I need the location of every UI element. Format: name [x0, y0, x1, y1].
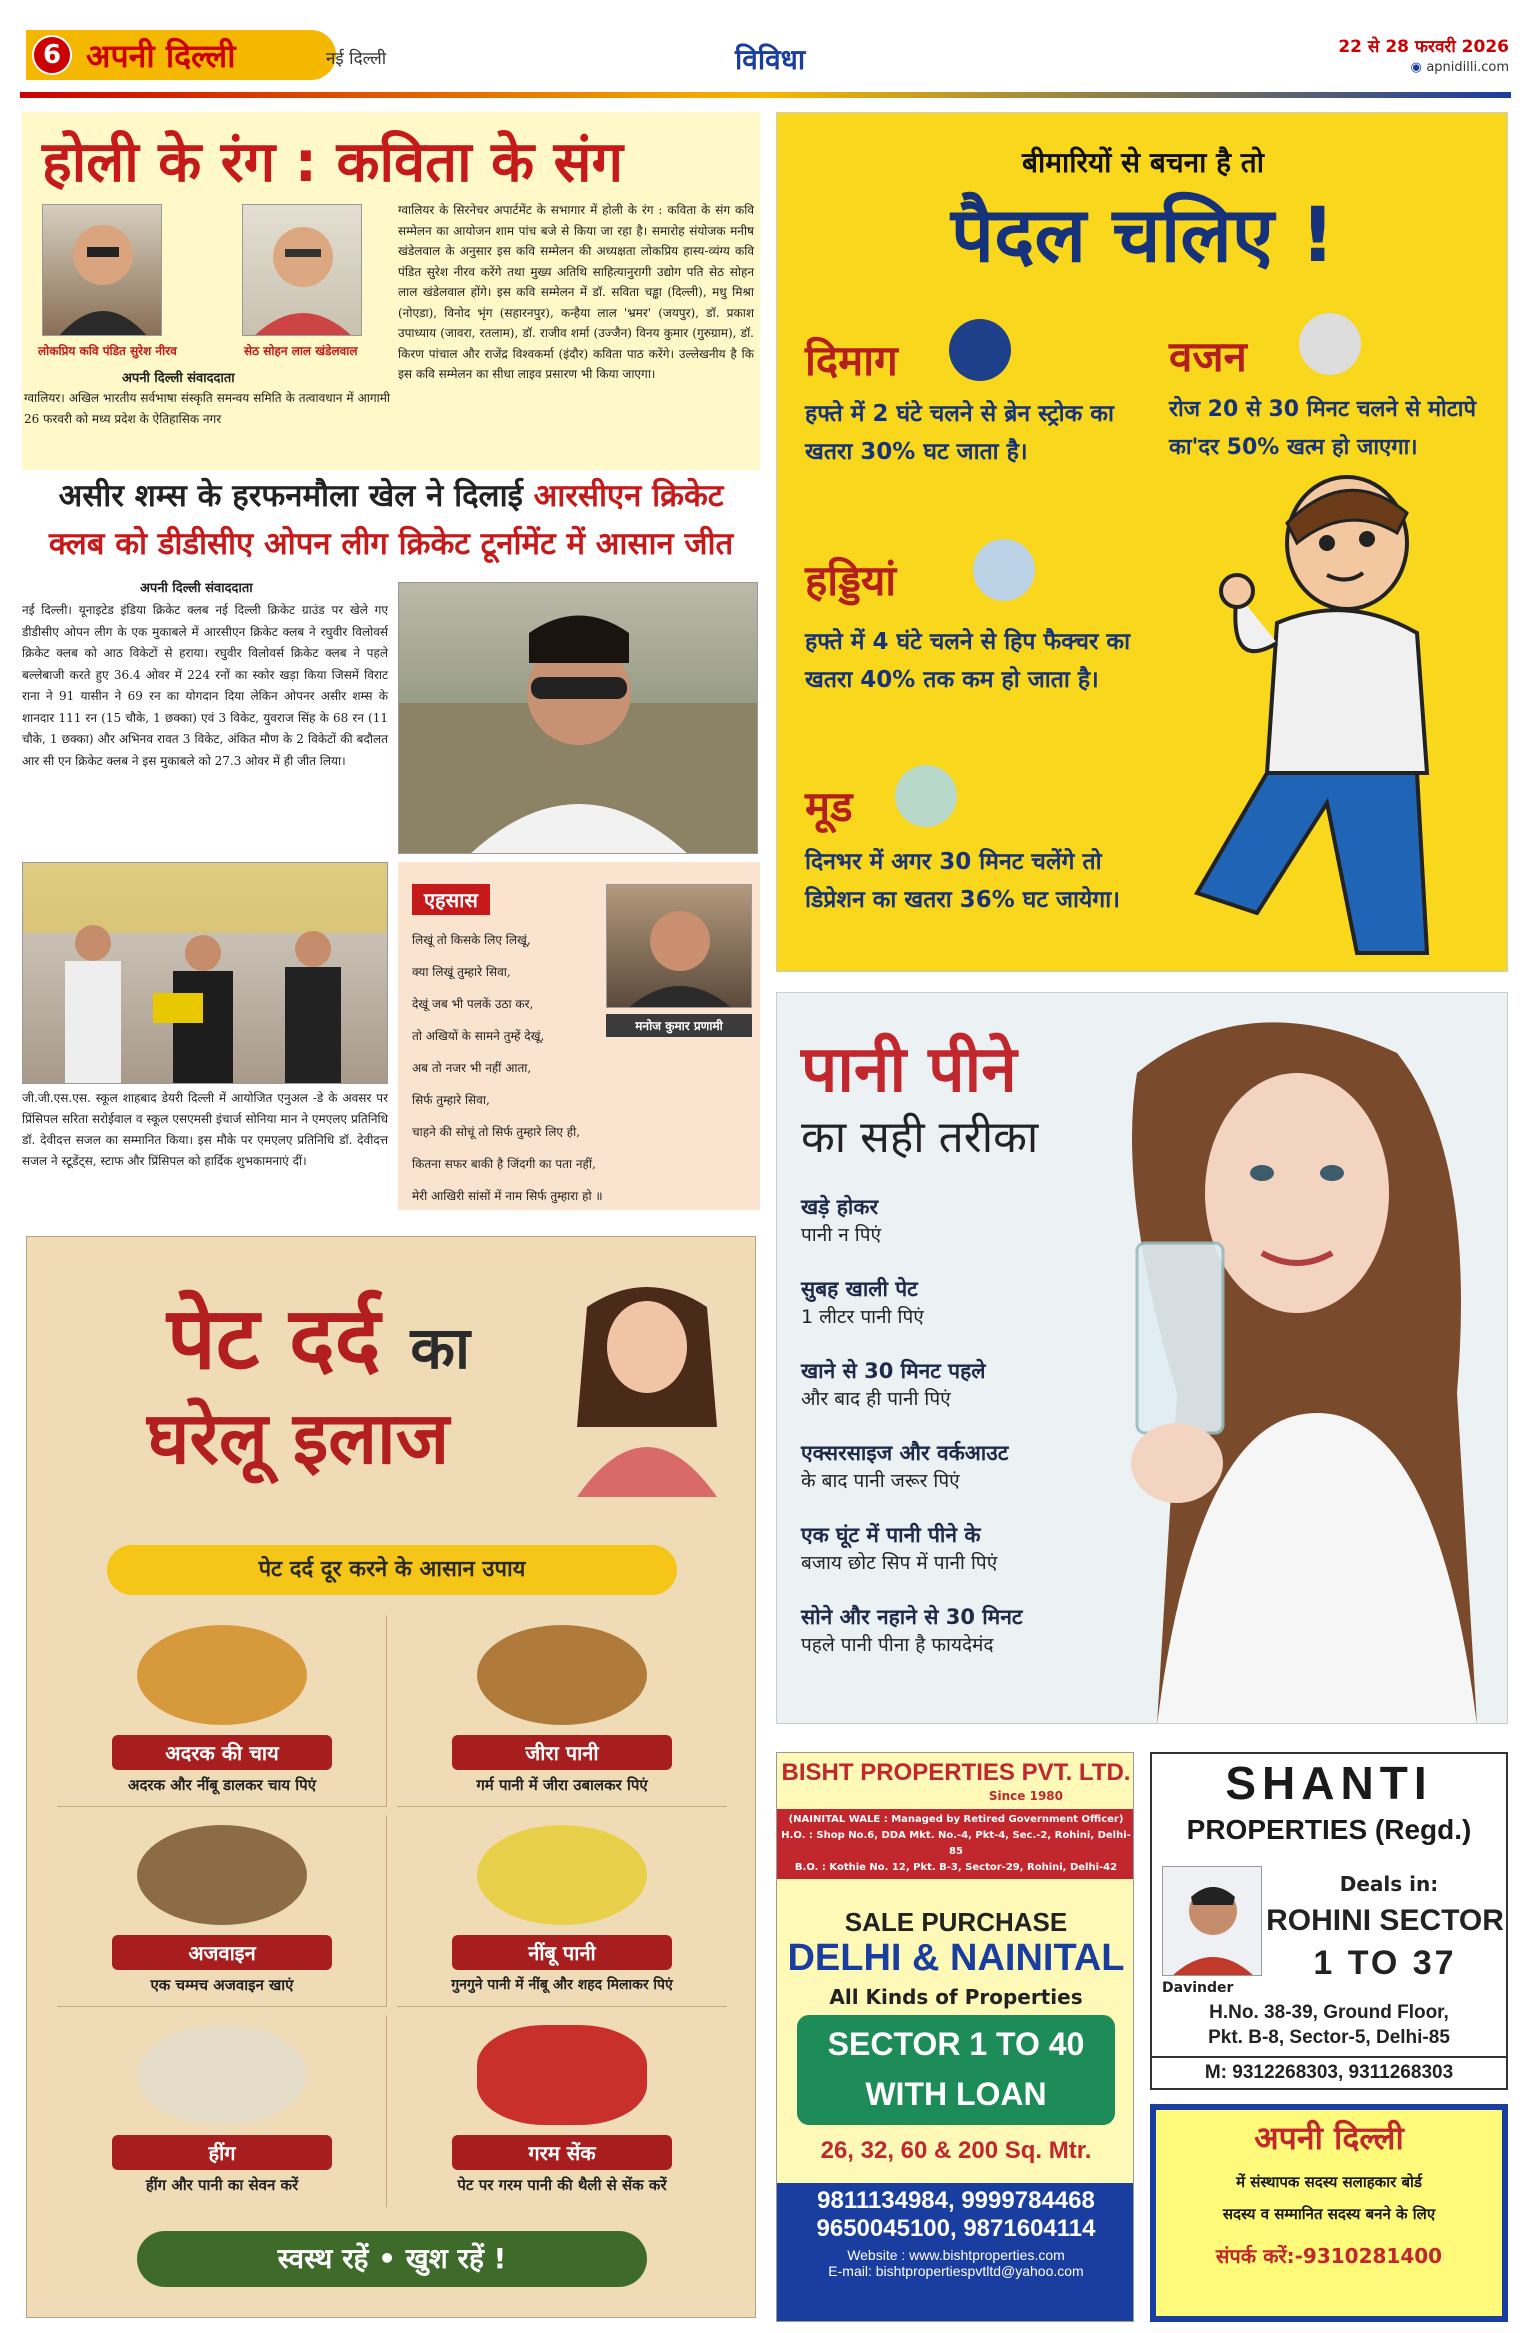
water-tips-list — [801, 1193, 1022, 1685]
water-tip-text: पहले पानी पीना है फायदेमंद — [801, 1634, 994, 1656]
shanti-area2: 1 TO 37 — [1313, 1944, 1457, 1982]
poem-line: तो अखियों के सामने तुम्हें देखूं, — [412, 1029, 545, 1043]
cumin-water-icon — [477, 1625, 647, 1725]
water-tip — [801, 1357, 1022, 1439]
remedy-title-line2: घरेलू इलाज — [147, 1396, 450, 1480]
remedy-name: गरम सेंक — [452, 2135, 672, 2170]
poem-line: लिखूं तो किसके लिए लिखूं, — [412, 933, 531, 947]
bisht-since: Since 1980 — [988, 1789, 1063, 1803]
holi-byline: अपनी दिल्ली संवाददाता — [122, 371, 235, 386]
remedy-desc: हींग और पानी का सेवन करें — [145, 2176, 299, 2194]
poem-line: चाहने की सोचूं तो सिर्फ तुम्हारे लिए ही, — [412, 1125, 581, 1139]
poem-lines — [412, 924, 603, 1212]
davinder-photo — [1162, 1866, 1262, 1976]
remedy-name: जीरा पानी — [452, 1735, 672, 1770]
header-rule — [20, 92, 1511, 98]
apni-line2: सदस्य व सम्मानित सदस्य बनने के लिए — [1222, 2205, 1436, 2223]
holi-article — [22, 112, 760, 470]
sponsor-caption: सेठ सोहन लाल खंडेलवाल — [244, 344, 358, 358]
header-city: नई दिल्ली — [326, 49, 387, 69]
apni-dilli-membership-ad — [1150, 2104, 1508, 2322]
walk-title: पैदल चलिए ! — [950, 190, 1336, 279]
runner-icon — [973, 539, 1035, 601]
brain-heading: दिमाग — [805, 336, 898, 385]
water-tip-text: बजाय छोट सिप में पानी पिएं — [801, 1552, 998, 1574]
remedy-desc: अदरक और नींबू डालकर चाय पिएं — [128, 1776, 316, 1794]
water-tip-text: 1 लीटर पानी पिएं — [801, 1306, 924, 1328]
globe-icon: ◉ — [1410, 60, 1427, 75]
remedy-card — [57, 1615, 387, 1807]
bisht-places: DELHI & NAINITAL — [787, 1937, 1125, 1979]
cricket-byline: अपनी दिल्ली संवाददाता — [140, 581, 253, 596]
shanti-name: SHANTI — [1225, 1757, 1433, 1809]
poet-photo — [42, 204, 162, 336]
poem-line: सिर्फ तुम्हारे सिवा, — [412, 1093, 490, 1107]
water-tip-text: और बाद ही पानी पिएं — [801, 1388, 951, 1410]
bisht-email[interactable]: E-mail: bishtpropertiespvtltd@yahoo.com — [828, 2263, 1084, 2279]
shanti-address — [1152, 2000, 1506, 2050]
remedy-title-part1: पेट दर्द — [167, 1289, 381, 1389]
water-tip-heading: एक घूंट में पानी पीने के — [801, 1523, 981, 1547]
shanti-sub: PROPERTIES (Regd.) — [1186, 1814, 1472, 1845]
cricket-headline-part2: आरसीएन क्रिकेट — [533, 478, 724, 514]
bisht-managed: (NAINITAL WALE : Managed by Retired Government Officer) — [788, 1814, 1124, 1825]
woman-in-pain-illustration — [547, 1277, 747, 1497]
poem-line: क्या लिखूं तुम्हारे सिवा, — [412, 965, 511, 979]
water-tip-text: के बाद पानी जरूर पिएं — [801, 1470, 960, 1492]
sponsor-photo — [242, 204, 362, 336]
remedy-name: नींबू पानी — [452, 1935, 672, 1970]
stomach-ache-remedies-ad — [26, 1236, 756, 2318]
bisht-properties-ad — [776, 1752, 1134, 2322]
holi-body-left: ग्वालियर। अखिल भारतीय सर्वभाषा संस्कृति समन्वय समिति के तत्वावधान में आगामी 26 फरवरी को मध्य प्रदेश के ऐतिहासिक नगर — [24, 391, 390, 426]
holi-headline: होली के रंग : कविता के संग — [42, 130, 623, 195]
water-tip — [801, 1521, 1022, 1603]
weight-text: रोज 20 से 30 मिनट चलने से मोटापे का'दर 50% खत्म हो जाएगा। — [1169, 397, 1476, 460]
shanti-person: Davinder — [1162, 1980, 1234, 1996]
poet-name: मनोज कुमार प्रणामी — [606, 1014, 752, 1037]
remedy-grid — [57, 1615, 727, 2195]
bones-text: हफ्ते में 4 घंटे चलने से हिप फैक्चर का खतरा 40% तक कम हो जाता है। — [805, 629, 1131, 693]
shanti-addr1: H.No. 38-39, Ground Floor, — [1209, 2002, 1449, 2023]
poem-line: मेरी आखिरी सांसों में नाम सिर्फ तुम्हारा हो ॥ — [412, 1189, 603, 1203]
school-body: जी.जी.एस.एस. स्कूल शाहबाद डेयरी दिल्ली में आयोजित एनुअल -डे के अवसर पर प्रिंसिपल सरिता सरोईवाल व स्कूल एसएमसी इंचार्ज सोनिया मान ने एमएलए प्रतिनिधि डॉ. देवीदत्त सजल का सम्मानित किया। इस मौके पर एमएलए प्रतिनिधि डॉ. देवीदत्त सजल ने स्टूडेंट्स, स्टाफ और प्रिंसिपल को हार्दिक शुभकामनाएं दीं। — [22, 1091, 388, 1168]
remedy-card — [397, 1815, 727, 2007]
ehsas-label: एहसास — [412, 884, 490, 915]
shanti-mobile[interactable]: M: 9312268303, 9311268303 — [1152, 2056, 1506, 2084]
brain-text: हफ्ते में 2 घंटे चलने से ब्रेन स्ट्रोक का खतरा 30% घट जाता है। — [805, 401, 1114, 465]
apni-line1: में संस्थापक सदस्य सलाहकार बोर्ड — [1236, 2173, 1422, 2191]
water-tip-heading: एक्सरसाइज और वर्कआउट — [801, 1441, 1009, 1465]
water-tip-heading: खाने से 30 मिनट पहले — [801, 1359, 986, 1383]
remedy-title-ka: का — [410, 1314, 470, 1382]
remedy-title-line1 — [167, 1277, 470, 1394]
remedy-desc: गर्म पानी में जीरा उबालकर पिएं — [476, 1776, 648, 1794]
ehsas-poem-box — [398, 862, 760, 1210]
mood-text: दिनभर में अगर 30 मिनट चलेंगे तो डिप्रेशन का खतरा 36% घट जायेगा। — [805, 849, 1120, 913]
website-link[interactable] — [1410, 60, 1509, 75]
remedy-name: हींग — [112, 2135, 332, 2170]
mood-icon — [895, 765, 957, 827]
remedy-card — [57, 1815, 387, 2007]
issue-date: 22 से 28 फरवरी 2026 — [1338, 37, 1509, 57]
poem-line: देखूं जब भी पलकें उठा कर, — [412, 997, 534, 1011]
woman-with-glass-illustration — [1097, 993, 1508, 1724]
bisht-head-office: H.O. : Shop No.6, DDA Mkt. No.-4, Pkt-4, Sec.-2, Rohini, Delhi-85 — [781, 1830, 1131, 1857]
shanti-addr2: Pkt. B-8, Sector-5, Delhi-85 — [1208, 2027, 1450, 2048]
shanti-deals: Deals in: — [1339, 1872, 1439, 1896]
hot-water-bag-icon — [477, 2025, 647, 2125]
water-tip — [801, 1275, 1022, 1357]
website-text: apnidilli.com — [1426, 60, 1509, 75]
water-tip-heading: खड़े होकर — [801, 1195, 879, 1219]
cricket-headline-part3: क्लब को डीडीसीए ओपन लीग क्रिकेट टूर्नामेंट में आसान जीत — [48, 526, 734, 562]
remedy-card — [57, 2015, 387, 2207]
water-tip-text: पानी न पिएं — [801, 1224, 882, 1246]
holi-body-right: ग्वालियर के सिरनेचर अपार्टमेंट के सभागार में होली के रंग : कविता के संग कवि सम्मेलन का आयोजन शाम पांच बजे से किया जा रहा है। समारोह संयोजक मनीष खंडेलवाल के अनुसार इस कवि सम्मेलन की अध्यक्षता लोकप्रिय हास्य-व्यंग्य कवि पंडित सुरेश नीरव करेंगे तथा मुख्य अतिथि साहित्यानुरागी उद्योग पति सेठ सोहन लाल खंडेलवाल होंगे। इस कवि सम्मेलन में डॉ. सविता चड्ढा (दिल्ली), मधु मिश्रा (नोएडा), विनोद भृंग (सहारनपुर), कन्हैया लाल 'भ्रमर' (जयपुर), डॉ. प्रकाश उपाध्याय (जावरा, रतलाम), डॉ. राजीव शर्मा (उज्जैन) विनय कुमार (गुरुग्राम), डॉ. किरण पांचाल और राजेंद्र विश्वकर्मा (इंदौर) कविता पाठ करेंगे। उल्लेखनीय है कि इस कवि सम्मेलन का सीधा लाइव प्रसारण भी किया जाएगा। — [398, 203, 754, 381]
bisht-branch-office: B.O. : Kothie No. 12, Pkt. B-3, Sector-29, Rohini, Delhi-42 — [794, 1862, 1118, 1873]
header-page-tab — [26, 30, 336, 80]
bisht-kinds: All Kinds of Properties — [829, 1985, 1083, 2009]
remedy-card — [397, 1615, 727, 1807]
remedy-footer: स्वस्थ रहें • खुश रहें ! — [137, 2231, 647, 2287]
remedy-desc: एक चम्मच अजवाइन खाएं — [150, 1976, 294, 1994]
water-tip — [801, 1439, 1022, 1521]
water-tip-heading: सोने और नहाने से 30 मिनट — [801, 1605, 1023, 1629]
drinking-water-ad — [776, 992, 1508, 1724]
page-number: 6 — [32, 35, 72, 75]
bisht-phone2[interactable]: 9650045100, 9871604114 — [816, 2215, 1096, 2242]
walk-kicker: बीमारियों से बचना है तो — [1022, 146, 1264, 179]
bisht-sector-box — [797, 2015, 1115, 2125]
walking-health-ad — [776, 112, 1508, 972]
bisht-loan: WITH LOAN — [865, 2076, 1047, 2112]
poem-line: कितना सफर बाकी है जिंदगी का पता नहीं, — [412, 1157, 596, 1171]
walking-man-illustration — [1157, 473, 1507, 972]
cricket-headline-part1: असीर शम्स के हरफनमौला खेल ने दिलाई — [58, 478, 534, 514]
remedy-banner: पेट दर्द दूर करने के आसान उपाय — [107, 1545, 677, 1595]
water-tip — [801, 1193, 1022, 1275]
cricketer-photo — [398, 582, 758, 854]
remedy-desc: पेट पर गरम पानी की थैली से सेंक करें — [457, 2176, 667, 2194]
bisht-phone1[interactable]: 9811134984, 9999784468 — [817, 2187, 1095, 2214]
water-subtitle: का सही तरीका — [801, 1112, 1039, 1163]
ajwain-spoon-icon — [137, 1825, 307, 1925]
remedy-card — [397, 2015, 727, 2207]
mood-heading: मूड — [805, 782, 853, 831]
bisht-sector: SECTOR 1 TO 40 — [827, 2026, 1085, 2062]
paper-name: अपनी दिल्ली — [86, 36, 236, 75]
section-title: विविधा — [735, 43, 806, 76]
remedy-name: अदरक की चाय — [112, 1735, 332, 1770]
bisht-name: BISHT PROPERTIES PVT. LTD. — [781, 1759, 1131, 1786]
bisht-sale: SALE PURCHASE — [844, 1907, 1068, 1937]
poet-caption: लोकप्रिय कवि पंडित सुरेश नीरव — [38, 344, 177, 358]
water-tip — [801, 1603, 1022, 1685]
bones-heading: हड्डियां — [805, 556, 897, 605]
lemon-water-icon — [477, 1825, 647, 1925]
weight-heading: वजन — [1169, 332, 1247, 381]
bisht-sizes: 26, 32, 60 & 200 Sq. Mtr. — [820, 2137, 1092, 2164]
hing-bowl-icon — [137, 2025, 307, 2125]
cricket-body: नई दिल्ली। यूनाइटेड इंडिया क्रिकेट क्लब नई दिल्ली क्रिकेट ग्राउंड पर खेले गए डीडीसीए ओपन लीग के एक मुकाबले में आरसीएन क्रिकेट क्लब ने रघुवीर विलोवर्स क्रिकेट क्लब को आठ विकेटों से हराया। रघुवीर विलोवर्स क्रिकेट क्लब ने पहले बल्लेबाजी करते हुए 36.4 ओवर में 224 रनों का स्कोर खड़ा किया जिसमें विराट राना ने 91 यासीन ने 69 रन का योगदान दिया लेकिन ओपनर असीर शम्स के शानदार 111 रन (15 चौके, 1 छक्का) एवं 3 विकेट, युवराज सिंह के 68 रन (11 चौके, 1 छक्का) और अभिनव रावत 3 विकेट, अंकित मौण के 2 विकेटों की बदौलत आर सी एन क्रिकेट क्लब ने इस मुकाबले को 27.3 ओवर में ही जीत लिया। — [22, 603, 388, 768]
bisht-website[interactable]: Website : www.bishtproperties.com — [847, 2247, 1065, 2263]
remedy-desc: गुनगुने पानी में नींबू और शहद मिलाकर पिएं — [451, 1977, 673, 1993]
brain-icon — [949, 319, 1011, 381]
remedy-name: अजवाइन — [112, 1935, 332, 1970]
bisht-address-strip — [777, 1809, 1134, 1879]
apni-title: अपनी दिल्ली — [1254, 2119, 1404, 2157]
poet-manoj-photo — [606, 884, 752, 1008]
cricket-headline — [22, 472, 760, 572]
weight-scale-icon — [1299, 313, 1361, 375]
apni-contact[interactable]: संपर्क करें:-9310281400 — [1215, 2244, 1443, 2268]
water-tip-heading: सुबह खाली पेट — [801, 1277, 918, 1301]
water-title: पानी पीने — [801, 1033, 1017, 1107]
tea-cup-icon — [137, 1625, 307, 1725]
shanti-area1: ROHINI SECTOR — [1266, 1904, 1504, 1937]
shanti-properties-ad — [1150, 1752, 1508, 2090]
school-event-photo — [22, 862, 388, 1084]
poem-line: अब तो नजर भी नहीं आता, — [412, 1061, 532, 1075]
bisht-contact — [777, 2183, 1134, 2322]
